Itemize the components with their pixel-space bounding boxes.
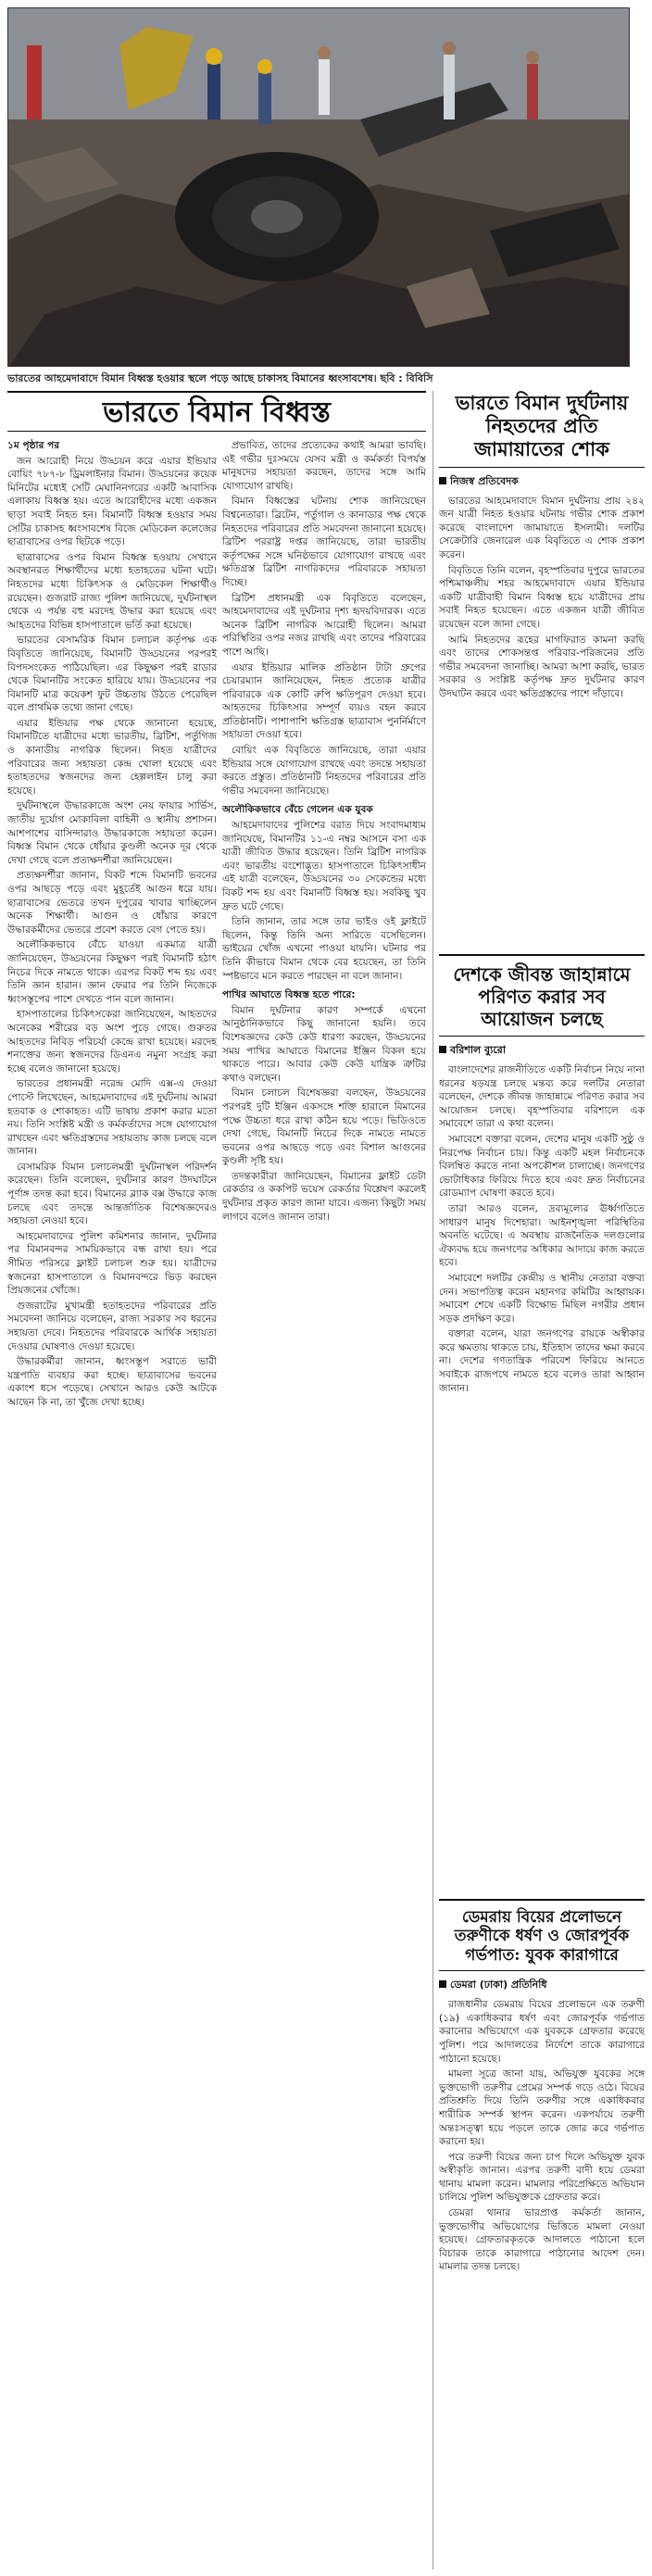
subheading: পাখির আঘাতে বিধ্বস্ত হতে পারে: — [222, 989, 356, 1001]
paragraph: সমাবেশে দলটির কেন্দ্রীয় ও স্থানীয় নেতারা বক্তব্য দেন। সভাপতিত্ব করেন মহানগর কমিটির আহ্বায়ক। সমাবেশ শেষে একটি বিক্ষোভ মিছিল নগরীর প্রধান সড়ক প্রদক্ষিণ করে। — [439, 1272, 645, 1325]
side-body — [439, 1998, 645, 2545]
paragraph: ডেমরা থানার ভারপ্রাপ্ত কর্মকর্তা জানান, ভুক্তভোগীর অভিযোগের ভিত্তিতে মামলা নেওয়া হয়েছে। গ্রেফতারকৃতকে আদালতে পাঠানো হলে বিচারক তাকে কারাগারে পাঠানোর আদেশ দেন। মামলার তদন্ত চলছে। — [439, 2207, 645, 2273]
paragraph: বক্তারা বলেন, যারা জনগণের রায়কে অস্বীকার করে ক্ষমতায় থাকতে চায়, ইতিহাস তাদের ক্ষমা করবে না। দেশের গণতান্ত্রিক পরিবেশ ফিরিয়ে আনতে সবাইকে রাজপথে নামতে হবে বলেও তারা আহ্বান জানান। — [439, 1328, 645, 1394]
square-bullet-icon — [439, 1980, 446, 1988]
paragraph: গুজরাটের মুখ্যমন্ত্রী হতাহতদের পরিবারের প্রতি সমবেদনা জানিয়ে বলেছেন, রাজ্য সরকার সব ধরনের সহায়তা দেবে। নিহতদের পরিবারকে আর্থিক সহায়তা দেওয়ার ঘোষণাও দেওয়া হয়েছে। — [7, 1300, 217, 1352]
section-divider — [439, 1899, 645, 1901]
paragraph: আহমেদাবাদের পুলিশ কমিশনার জানান, দুর্ঘটনার পর বিমানবন্দর সাময়িকভাবে বন্ধ রাখা হয়। পরে সীমিত পরিসরে ফ্লাইট চলাচল শুরু হয়। যাত্রীদের স্বজনেরা হাসপাতালে ও বিমানবন্দরে ভিড় করছেন প্রিয়জনের খোঁজে। — [7, 1230, 217, 1297]
paragraph: জন আরোহী নিয়ে উড্ডয়ন করে এয়ার ইন্ডিয়ার বোয়িং ৭৮৭-৮ ড্রিমলাইনার বিমান। উড্ডয়নের কয়েক মিনিটের মধ্যেই সেটি মেঘানিনগরের একটি আবাসিক এলাকায় বিধ্বস্ত হয়। এতে আরোহীদের মধ্যে একজন ছাড়া সবাই নিহত হন। বিমানটি বিধ্বস্ত হওয়ার সময় সেটির চাকাসহ ধ্বংসাবশেষ বিজে মেডিকেল কলেজের ছাত্রাবাসের ওপর ছিটকে পড়ে। — [7, 455, 217, 548]
side-article-politics — [439, 963, 645, 1890]
section-divider — [439, 954, 645, 956]
paragraph: ভারতের প্রধানমন্ত্রী নরেন্দ্র মোদি এক্স-এ দেওয়া পোস্টে লিখেছেন, আহমেদাবাদের এই দুর্ঘটনায় আমরা হতবাক ও শোকাহত। এটি ভাষায় প্রকাশ করার মতো নয়। তিনি সংশ্লিষ্ট মন্ত্রী ও কর্মকর্তাদের সঙ্গে যোগাযোগ রাখছেন এবং ক্ষতিগ্রস্তদের সহায়তায় কাজ চলছে বলে জানান। — [7, 1078, 217, 1158]
byline — [439, 1977, 645, 1994]
side-body — [439, 1063, 645, 1869]
side-body — [439, 495, 645, 939]
byline-text: নিজস্ব প্রতিবেদক — [450, 474, 519, 487]
side-headline: দেশকে জীবন্ত জাহান্নামে পরিণত করার সব আয়োজন চলছে — [439, 963, 645, 1037]
paragraph: বাংলাদেশের রাজনীতিতে একটি নির্বাচন নিয়ে নানা ধরনের ষড়যন্ত্র চলছে মন্তব্য করে দলটির নেতারা বলেছেন, দেশকে জীবন্ত জাহান্নামে পরিণত করার সব আয়োজন চলছে। বৃহস্পতিবার বরিশালে এক সমাবেশে তারা এ কথা বলেন। — [439, 1064, 645, 1130]
paragraph: বিমান চলাচল বিশেষজ্ঞরা বলছেন, উড্ডয়নের পরপরই দুটি ইঞ্জিন একসঙ্গে শক্তি হারালে বিমানের পক্ষে উচ্চতা ধরে রাখা কঠিন হয়ে পড়ে। ভিডিওতে দেখা গেছে, বিমানটি নিচের দিকে নামতে নামতে ভবনের ওপর আছড়ে পড়ে এবং বিশাল আগুনের কুণ্ডলী সৃষ্টি হয়। — [222, 1087, 426, 1167]
paragraph: তদন্তকারীরা জানিয়েছেন, বিমানের ফ্লাইট ডেটা রেকর্ডার ও ককপিট ভয়েস রেকর্ডার বিশ্লেষণ করলেই দুর্ঘটনার প্রকৃত কারণ জানা যাবে। এজন্য কিছুটা সময় লাগবে বলেও জানান তারা। — [222, 1170, 426, 1223]
crash-scene-illustration — [8, 8, 630, 367]
paragraph: আমি নিহতদের রূহের মাগফিরাত কামনা করছি এবং তাদের শোকসন্তপ্ত পরিবার-পরিজনের প্রতি গভীর সমবেদনা জানাচ্ছি। আমরা আশা করছি, ভারত সরকার ও সংশ্লিষ্ট কর্তৃপক্ষ দ্রুত দুর্ঘটনার কারণ উদঘাটন করবে এবং ক্ষতিগ্রস্তদের পাশে দাঁড়াবে। — [439, 634, 645, 699]
paragraph: বিবৃতিতে তিনি বলেন, বৃহস্পতিবার দুপুরে ভারতের পশ্চিমাঞ্চলীয় শহর আহমেদাবাদে এয়ার ইন্ডিয়ার একটি যাত্রীবাহী বিমান বিধ্বস্ত হয়ে যাত্রীদের প্রায় সবাই নিহত হয়েছেন। এতে একজন যাত্রী জীবিত রয়েছেন বলে জানা গেছে। — [439, 564, 645, 630]
side-article-demra — [439, 1908, 645, 2570]
paragraph: তিনি জানান, তার সঙ্গে তার ভাইও ওই ফ্লাইটে ছিলেন, কিন্তু তিনি অন্য সারিতে বসেছিলেন। ভাইয়ের খোঁজ এখনো পাওয়া যায়নি। ঘটনার পর তিনি কীভাবে বিমান থেকে বের হয়েছেন, তা তিনি স্পষ্টভাবে মনে করতে পারছেন না বলে জানান। — [222, 916, 426, 982]
byline — [439, 1042, 645, 1060]
paragraph: এয়ার ইন্ডিয়ার মালিক প্রতিষ্ঠান টাটা গ্রুপের চেয়ারম্যান জানিয়েছেন, নিহত প্রত্যেক যাত্রীর পরিবারকে এক কোটি রুপি ক্ষতিপূরণ দেওয়া হবে। আহতদের চিকিৎসার সম্পূর্ণ ব্যয়ও বহন করবে প্রতিষ্ঠানটি। পাশাপাশি ক্ষতিগ্রস্ত ছাত্রাবাস পুনর্নির্মাণে সহায়তা দেওয়া হবে। — [222, 661, 426, 741]
paragraph: ভারতের বেসামরিক বিমান চলাচল কর্তৃপক্ষ এক বিবৃতিতে জানিয়েছে, বিমানটি উড্ডয়নের পরপরই বিপদসংকেত পাঠিয়েছিল। এর কিছুক্ষণ পরই রাডার থেকে বিমানটির সংকেত হারিয়ে যায়। উড্ডয়নের পর বিমানটি মাত্র কয়েকশ ফুট উচ্চতায় উঠতে পেরেছিল বলে প্রাথমিক তথ্যে জানা গেছে। — [7, 635, 217, 714]
paragraph: প্রভাবিত, তাদের প্রত্যেকের কথাই আমরা ভাবছি। এই গভীর দুঃসময়ে যেসব মন্ত্রী ও কর্মকর্তা বিপর্যস্ত মানুষদের সহায়তা করছেন, তাদের সঙ্গে আমি যোগাযোগ রাখছি। — [222, 440, 426, 492]
byline-text: ডেমরা (ঢাকা) প্রতিনিধি — [450, 1979, 547, 1992]
paragraph: বোয়িং এক বিবৃতিতে জানিয়েছে, তারা এয়ার ইন্ডিয়ার সঙ্গে যোগাযোগ রাখছে এবং তদন্তে সহায়তা করতে প্রস্তুত। প্রতিষ্ঠানটি নিহতদের পরিবারের প্রতি গভীর সমবেদনা জানিয়েছে। — [222, 745, 426, 797]
paragraph: পরে তরুণী বিয়ের জন্য চাপ দিলে অভিযুক্ত যুবক অস্বীকৃতি জানান। এরপর তরুণী বাদী হয়ে ডেমরা থানায় মামলা করেন। মামলার পরিপ্রেক্ষিতে অভিযান চালিয়ে পুলিশ অভিযুক্তকে গ্রেফতার করে। — [439, 2151, 645, 2204]
paragraph: বিমান দুর্ঘটনার কারণ সম্পর্কে এখনো আনুষ্ঠানিকভাবে কিছু জানানো হয়নি। তবে বিশেষজ্ঞদের কেউ কেউ ধারণা করছেন, উড্ডয়নের সময় পাখির আঘাতে বিমানের ইঞ্জিন বিকল হয়ে থাকতে পারে। আবার কেউ কেউ যান্ত্রিক ত্রুটির কথাও বলছেন। — [222, 1004, 426, 1084]
byline-text: বরিশাল ব্যুরো — [450, 1044, 507, 1056]
main-article-column-2 — [222, 439, 426, 2570]
paragraph: আহমেদাবাদের পুলিশের বরাত দিয়ে সংবাদমাধ্যম জানিয়েছে, বিমানটির ১১-এ নম্বর আসনে বসা এক যাত্রী জীবিত উদ্ধার হয়েছেন। তিনি ব্রিটিশ নাগরিক এবং ভারতীয় বংশোদ্ভূত। হাসপাতালে চিকিৎসাধীন এই যাত্রী বলেছেন, উড্ডয়নের ৩০ সেকেন্ডের মধ্যে বিকট শব্দ হয় এবং বিমানটি বিধ্বস্ত হয়। সবকিছু খুব দ্রুত ঘটে গেছে। — [222, 820, 426, 912]
crash-photo — [7, 7, 630, 367]
paragraph: ছাত্রাবাসের ওপর বিমান বিধ্বস্ত হওয়ায় সেখানে অবস্থানরত শিক্ষার্থীদের মধ্যে হতাহতের ঘটনা ঘটে। নিহতদের মধ্যে চিকিৎসক ও মেডিকেল শিক্ষার্থীও রয়েছেন। গুজরাট রাজ্য পুলিশ জানিয়েছে, দুর্ঘটনাস্থল থেকে এ পর্যন্ত বহু মরদেহ উদ্ধার করা হয়েছে এবং আহতদের বিভিন্ন হাসপাতালে ভর্তি করা হয়েছে। — [7, 551, 217, 631]
byline — [439, 473, 645, 491]
side-headline: ভারতে বিমান দুর্ঘটনায় নিহতদের প্রতি জামায়াতের শোক — [439, 391, 645, 468]
paragraph: উদ্ধারকর্মীরা জানান, ধ্বংসস্তূপ সরাতে ভারী যন্ত্রপাতি ব্যবহার করা হচ্ছে। ছাত্রাবাসের ভবনের একাংশ ধসে পড়েছে। সেখানে আরও কেউ আটকে আছেন কি না, তা খুঁজে দেখা হচ্ছে। — [7, 1356, 217, 1408]
paragraph: মামলা সূত্রে জানা যায়, অভিযুক্ত যুবকের সঙ্গে ভুক্তভোগী তরুণীর প্রেমের সম্পর্ক গড়ে ওঠে। বিয়ের প্রতিশ্রুতি দিয়ে তিনি তরুণীর সঙ্গে একাধিকবার শারীরিক সম্পর্ক স্থাপন করেন। একপর্যায়ে তরুণী অন্তঃসত্ত্বা হয়ে পড়লে তাকে জোর করে গর্ভপাত করানো হয়। — [439, 2068, 645, 2148]
square-bullet-icon — [439, 477, 446, 484]
side-article-condolence — [439, 391, 645, 947]
paragraph: ভারতের আহমেদাবাদে বিমান দুর্ঘটনায় প্রায় ২৪২ জন যাত্রী নিহত হওয়ার ঘটনায় গভীর শোক প্রকাশ করেছে বাংলাদেশ জামায়াতে ইসলামী। দলটির সেক্রেটারি জেনারেল এক বিবৃতিতে এ শোক প্রকাশ করেন। — [439, 495, 645, 560]
main-article-column-1 — [7, 439, 217, 2570]
paragraph: বিমান বিধ্বস্তের ঘটনায় শোক জানিয়েছেন বিশ্বনেতারা। ব্রিটেন, পর্তুগাল ও কানাডার পক্ষ থেকে নিহতদের পরিবারের প্রতি সমবেদনা জানানো হয়েছে। ব্রিটিশ পররাষ্ট্র দপ্তর জানিয়েছে, তারা ভারতীয় কর্তৃপক্ষের সঙ্গে ঘনিষ্ঠভাবে যোগাযোগ রাখছে এবং ক্ষতিগ্রস্ত ব্রিটিশ নাগরিকদের পরিবারকে সহায়তা দিচ্ছে। — [222, 496, 426, 588]
photo-caption: ভারতের আহমেদাবাদে বিমান বিধ্বস্ত হওয়ার স্থলে পড়ে আছে চাকাসহ বিমানের ধ্বংসাবশেষ। ছবি : বিবিসি — [7, 372, 433, 384]
main-headline: ভারতে বিমান বিধ্বস্ত — [7, 391, 426, 432]
paragraph: ব্রিটিশ প্রধানমন্ত্রী এক বিবৃতিতে বলেছেন, আহমেদাবাদের এই দুর্ঘটনার দৃশ্য হৃদয়বিদারক। এতে অনেক ব্রিটিশ নাগরিক আরোহী ছিলেন। আমরা পরিস্থিতির ওপর নজর রাখছি এবং তাদের পরিবারের পাশে আছি। — [222, 592, 426, 658]
paragraph: প্রত্যক্ষদর্শীরা জানান, বিকট শব্দে বিমানটি ভবনের ওপর আছড়ে পড়ে এবং মুহূর্তেই আগুন ধরে যায়। ছাত্রাবাসের ভেতরে তখন দুপুরের খাবার খাচ্ছিলেন অনেক শিক্ষার্থী। আগুন ও ধোঁয়ার কারণে উদ্ধারকর্মীদের ভেতরে প্রবেশ করতে বেগ পেতে হয়। — [7, 870, 217, 936]
subheading: অলৌকিকভাবে বেঁচে গেলেন এক যুবক — [222, 804, 373, 816]
side-headline: ডেমরায় বিয়ের প্রলোভনে তরুণীকে ধর্ষণ ও জোরপূর্বক গর্ভপাত: যুবক কারাগারে — [439, 1908, 645, 1971]
paragraph: দুর্ঘটনাস্থলে উদ্ধারকাজে অংশ নেয় ফায়ার সার্ভিস, জাতীয় দুর্যোগ মোকাবিলা বাহিনী ও স্থানীয় প্রশাসন। আশপাশের বাসিন্দারাও উদ্ধারকাজে সহায়তা করেন। বিধ্বস্ত বিমান থেকে ধোঁয়ার কুণ্ডলী অনেক দূর থেকে দেখা গেছে বলে প্রত্যক্ষদর্শীরা জানিয়েছেন। — [7, 800, 217, 866]
jump-label: ১ম পৃষ্ঠার পর — [7, 440, 60, 451]
paragraph: সমাবেশে বক্তারা বলেন, দেশের মানুষ একটি সুষ্ঠু ও নিরপেক্ষ নির্বাচন চায়। কিন্তু একটি মহল নির্বাচনকে বিলম্বিত করতে নানা অপকৌশল চালাচ্ছে। জনগণের ভোটাধিকার ফিরিয়ে দিতে হবে এবং দ্রুত নির্বাচনের রোডম্যাপ ঘোষণা করতে হবে। — [439, 1133, 645, 1200]
paragraph: তারা আরও বলেন, দ্রব্যমূল্যের ঊর্ধ্বগতিতে সাধারণ মানুষ দিশেহারা। আইনশৃঙ্খলা পরিস্থিতির অবনতি ঘটেছে। এ অবস্থায় রাজনৈতিক দলগুলোর ঐক্যবদ্ধ হয়ে জনগণের অধিকার আদায়ে কাজ করতে হবে। — [439, 1202, 645, 1269]
square-bullet-icon — [439, 1046, 446, 1053]
paragraph: বেসামরিক বিমান চলাচলমন্ত্রী দুর্ঘটনাস্থল পরিদর্শন করেছেন। তিনি বলেছেন, দুর্ঘটনার কারণ উদঘাটনে পূর্ণাঙ্গ তদন্ত করা হবে। বিমানের ব্ল্যাক বক্স উদ্ধারে কাজ চলছে এবং তদন্তে আন্তর্জাতিক বিশেষজ্ঞদেরও সহায়তা নেওয়া হবে। — [7, 1161, 217, 1227]
paragraph: অলৌকিকভাবে বেঁচে যাওয়া একমাত্র যাত্রী জানিয়েছেন, উড্ডয়নের কিছুক্ষণ পরই বিমানটি হঠাৎ নিচের দিকে নামতে থাকে। এরপর বিকট শব্দ হয় এবং তিনি জ্ঞান হারান। জ্ঞান ফেরার পর তিনি নিজেকে ধ্বংসস্তূপের পাশে দেখতে পান বলে জানান। — [7, 939, 217, 1005]
paragraph: এয়ার ইন্ডিয়ার পক্ষ থেকে জানানো হয়েছে, বিমানটিতে যাত্রীদের মধ্যে ভারতীয়, ব্রিটিশ, পর্তুগিজ ও কানাডীয় নাগরিক ছিলেন। নিহত যাত্রীদের পরিবারের জন্য সহায়তা কেন্দ্র খোলা হয়েছে এবং হতাহতদের স্বজনদের জন্য হেল্পলাইন চালু করা হয়েছে। — [7, 717, 217, 797]
paragraph: রাজধানীর ডেমরায় বিয়ের প্রলোভনে এক তরুণী (১৯) একাধিকবার ধর্ষণ এবং জোরপূর্বক গর্ভপাত করানোর অভিযোগে এক যুবককে গ্রেফতার করেছে পুলিশ। পরে আদালতের নির্দেশে তাকে কারাগারে পাঠানো হয়েছে। — [439, 1999, 645, 2065]
paragraph: হাসপাতালের চিকিৎসকেরা জানিয়েছেন, আহতদের অনেকের শরীরের বড় অংশ পুড়ে গেছে। গুরুতর আহতদের নিবিড় পরিচর্যা কেন্দ্রে রাখা হয়েছে। মরদেহ শনাক্তের জন্য স্বজনদের ডিএনএ নমুনা সংগ্রহ করা হচ্ছে বলেও জানানো হয়েছে। — [7, 1009, 217, 1074]
